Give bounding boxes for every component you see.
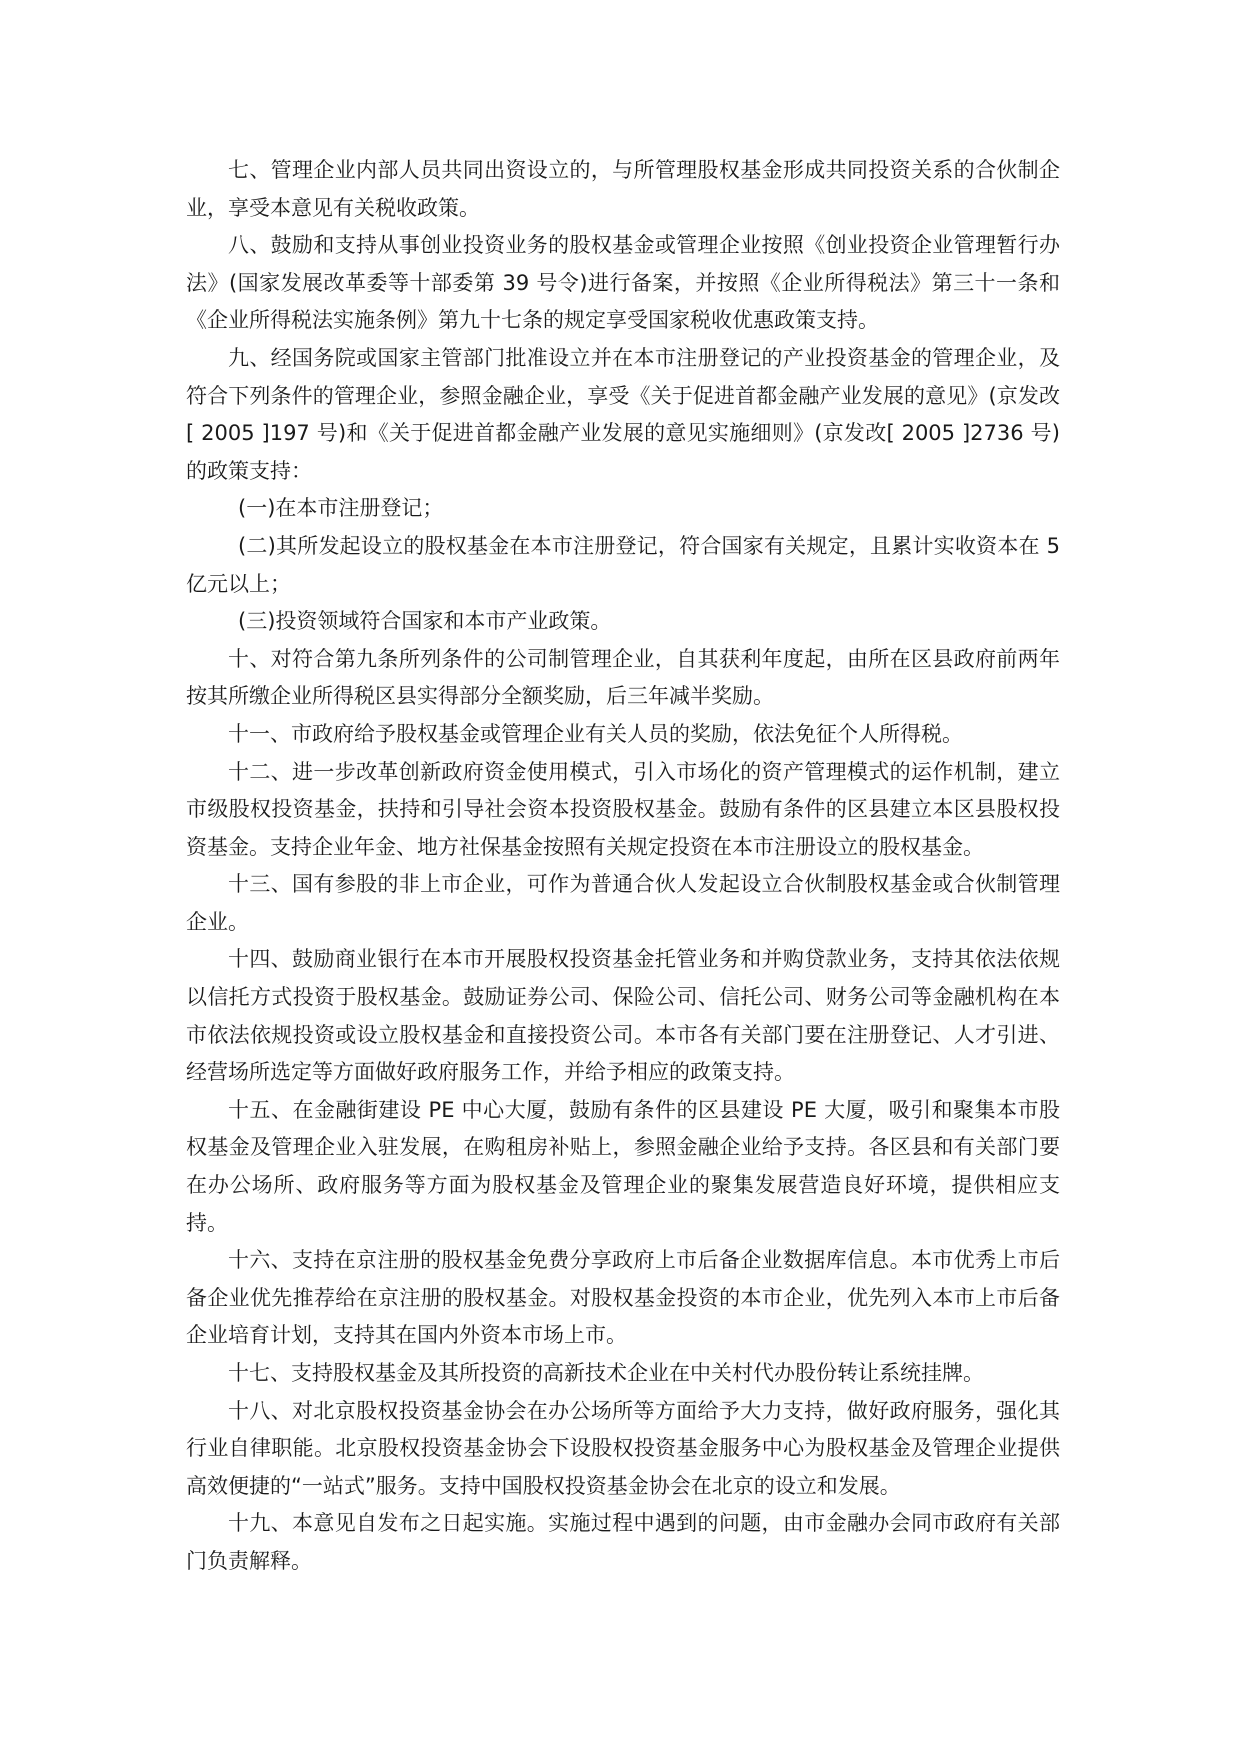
- paragraph-10: 十、对符合第九条所列条件的公司制管理企业，自其获利年度起，由所在区县政府前两年按其所缴企业所得税区县实得部分全额奖励，后三年减半奖励。: [186, 646, 1060, 709]
- paragraph-13: 十三、国有参股的非上市企业，可作为普通合伙人发起设立合伙制股权基金或合伙制管理企业。: [186, 872, 1060, 934]
- paragraph-9: 九、经国务院或国家主管部门批准设立并在本市注册登记的产业投资基金的管理企业，及符合下列条件的管理企业，参照金融企业，享受《关于促进首都金融产业发展的意见》(京发改[ 2005 ]197 号)和《关于促进首都金融产业发展的意见实施细则》(京发改[ 2005 ]2736 号)的政策支持：: [186, 345, 1060, 483]
- paragraph-17: 十七、支持股权基金及其所投资的高新技术企业在中关村代办股份转让系统挂牌。: [228, 1361, 984, 1385]
- paragraph-15: 十五、在金融街建设 PE 中心大厦，鼓励有条件的区县建设 PE 大厦，吸引和聚集本市股权基金及管理企业入驻发展，在购租房补贴上，参照金融企业给予支持。各区县和有关部门要在办公场所、政府服务等方面为股权基金及管理企业的聚集发展营造良好环境，提供相应支持。: [186, 1097, 1060, 1235]
- paragraph-12: 十二、进一步改革创新政府资金使用模式，引入市场化的资产管理模式的运作机制，建立市级股权投资基金，扶持和引导社会资本投资股权基金。鼓励有条件的区县建立本区县股权投资基金。支持企业年金、地方社保基金按照有关规定投资在本市注册设立的股权基金。: [186, 759, 1060, 859]
- paragraph-19: 十九、本意见自发布之日起实施。实施过程中遇到的问题，由市金融办会同市政府有关部门负责解释。: [186, 1511, 1060, 1573]
- paragraph-18: 十八、对北京股权投资基金协会在办公场所等方面给予大力支持，做好政府服务，强化其行业自律职能。北京股权投资基金协会下设股权投资基金服务中心为股权基金及管理企业提供高效便捷的“一站式”服务。支持中国股权投资基金协会在北京的设立和发展。: [186, 1398, 1060, 1498]
- sub-item-3: (三)投资领域符合国家和本市产业政策。: [238, 609, 612, 634]
- sub-item-2: (二)其所发起设立的股权基金在本市注册登记，符合国家有关规定，且累计实收资本在 5 亿元以上；: [186, 533, 1060, 596]
- sub-item-1: (一)在本市注册登记；: [238, 496, 444, 521]
- paragraph-16: 十六、支持在京注册的股权基金免费分享政府上市后备企业数据库信息。本市优秀上市后备企业优先推荐给在京注册的股权基金。对股权基金投资的本市企业，优先列入本市上市后备企业培育计划，支持其在国内外资本市场上市。: [186, 1248, 1060, 1348]
- paragraph-14: 十四、鼓励商业银行在本市开展股权投资基金托管业务和并购贷款业务，支持其依法依规以信托方式投资于股权基金。鼓励证券公司、保险公司、信托公司、财务公司等金融机构在本市依法依规投资或设立股权基金和直接投资公司。本市各有关部门要在注册登记、人才引进、经营场所选定等方面做好政府服务工作，并给予相应的政策支持。: [186, 947, 1060, 1085]
- paragraph-7: 七、管理企业内部人员共同出资设立的，与所管理股权基金形成共同投资关系的合伙制企业，享受本意见有关税收政策。: [186, 158, 1060, 220]
- paragraph-11: 十一、市政府给予股权基金或管理企业有关人员的奖励，依法免征个人所得税。: [228, 721, 963, 746]
- paragraph-8: 八、鼓励和支持从事创业投资业务的股权基金或管理企业按照《创业投资企业管理暂行办法》(国家发展改革委等十部委第 39 号令)进行备案，并按照《企业所得税法》第三十一条和《企业所得税法实施条例》第九十七条的规定享受国家税收优惠政策支持。: [186, 233, 1060, 333]
- document-body: [186, 152, 1060, 1581]
